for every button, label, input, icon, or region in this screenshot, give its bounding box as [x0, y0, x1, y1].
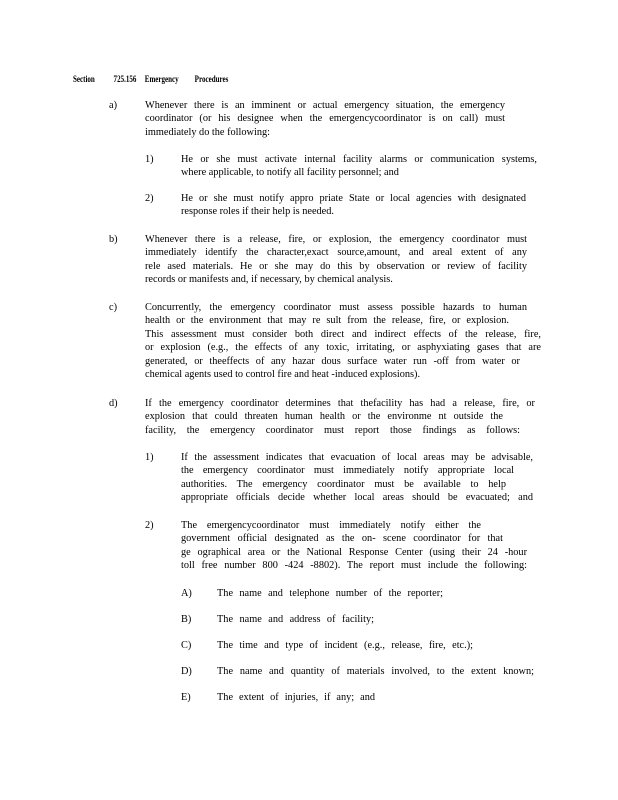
paragraph-line: response roles if their help is needed. [181, 206, 334, 218]
item-label-E: E) [181, 692, 191, 703]
paragraph-line: health or the environment that may re sult from the release, fire, or explosion. [145, 315, 509, 327]
paragraph-line: This assessment must consider both direct and indirect effects of the release, fire, [145, 328, 541, 340]
paragraph-line: explosion that could threaten human health or the environme nt outside the [145, 411, 503, 423]
section-number: 725.156 [113, 74, 137, 84]
paragraph-d2 [181, 519, 527, 573]
paragraph-d1 [181, 451, 533, 505]
paragraph-line: He or she must notify appro priate State or local agencies with designated [181, 193, 526, 204]
item-label-a2: 2) [145, 193, 154, 204]
paragraph-line: The name and quantity of materials involved, to the extent known; [217, 666, 534, 677]
paragraph-line: immediately do the following: [145, 126, 270, 138]
paragraph-line: chemical agents used to control fire and heat -induced explosions). [145, 369, 421, 381]
paragraph-line: If the emergency coordinator determines that thefacility has had a release, fire, or [145, 398, 535, 409]
paragraph-B [217, 613, 537, 626]
paragraph-b [145, 233, 527, 287]
paragraph-line: ge ographical area or the National Response Center (using their 24 -hour [181, 546, 527, 558]
item-label-a1: 1) [145, 154, 154, 165]
paragraph-line: where applicable, to notify all facility personnel; and [181, 167, 399, 179]
item-label-D: D) [181, 666, 192, 677]
paragraph-line: Whenever there is an imminent or actual emergency situation, the emergency [145, 100, 505, 111]
paragraph-c [145, 301, 541, 381]
paragraph-line: The extent of injuries, if any; and [217, 692, 375, 703]
paragraph-line: If the assessment indicates that evacuation of local areas may be advisable, [181, 452, 533, 463]
paragraph-line: government official designated as the on- scene coordinator for that [181, 533, 503, 545]
paragraph-D [217, 665, 537, 678]
paragraph-line: The name and telephone number of the reporter; [217, 588, 443, 599]
paragraph-line: He or she must activate internal facility alarms or communication systems, [181, 154, 537, 165]
paragraph-E [217, 691, 537, 704]
paragraph-a [145, 99, 505, 139]
paragraph-line: authorities. The emergency coordinator must be available to help [181, 478, 506, 490]
item-label-c: c) [109, 302, 117, 313]
item-label-d: d) [109, 398, 118, 409]
section-heading [73, 74, 228, 84]
paragraph-C [217, 639, 537, 652]
paragraph-line: records or manifests and, if necessary, by chemical analysis. [145, 274, 393, 286]
section-label: Section [73, 74, 95, 84]
item-label-b: b) [109, 234, 118, 245]
paragraph-line: or explosion (e.g., the effects of any toxic, irritating, or asphyxiating gases that are [145, 342, 541, 354]
paragraph-line: appropriate officials decide whether local areas should be evacuated; and [181, 492, 533, 504]
paragraph-line: coordinator (or his designee when the emergencycoordinator is on call) must [145, 113, 505, 125]
paragraph-A [217, 587, 537, 600]
paragraph-line: generated, or theeffects of any hazar dous surface water run -off from water or [145, 355, 520, 367]
paragraph-line: rele ased materials. He or she may do this by observation or review of facility [145, 260, 527, 272]
section-title-word-2: Procedures [194, 74, 229, 84]
paragraph-a1 [181, 153, 537, 180]
paragraph-line: Whenever there is a release, fire, or explosion, the emergency coordinator must [145, 234, 527, 245]
paragraph-line: facility, the emergency coordinator must report those findings as follows: [145, 424, 520, 436]
paragraph-line: the emergency coordinator must immediately notify appropriate local [181, 465, 514, 477]
item-label-A: A) [181, 588, 192, 599]
paragraph-line: The name and address of facility; [217, 614, 374, 625]
paragraph-line: immediately identify the character,exact source,amount, and areal extent of any [145, 247, 527, 259]
item-label-B: B) [181, 614, 192, 625]
paragraph-line: The emergencycoordinator must immediately notify either the [181, 520, 481, 531]
paragraph-a2 [181, 192, 526, 219]
paragraph-line: The time and type of incident (e.g., release, fire, etc.); [217, 640, 473, 651]
item-label-d2: 2) [145, 520, 154, 531]
paragraph-line: toll free number 800 -424 -8802). The report must include the following: [181, 560, 527, 572]
item-label-a: a) [109, 100, 117, 111]
paragraph-line: Concurrently, the emergency coordinator must assess possible hazards to human [145, 302, 527, 313]
paragraph-d [145, 397, 535, 437]
item-label-C: C) [181, 640, 192, 651]
section-title-word-1: Emergency [144, 74, 179, 84]
item-label-d1: 1) [145, 452, 154, 463]
